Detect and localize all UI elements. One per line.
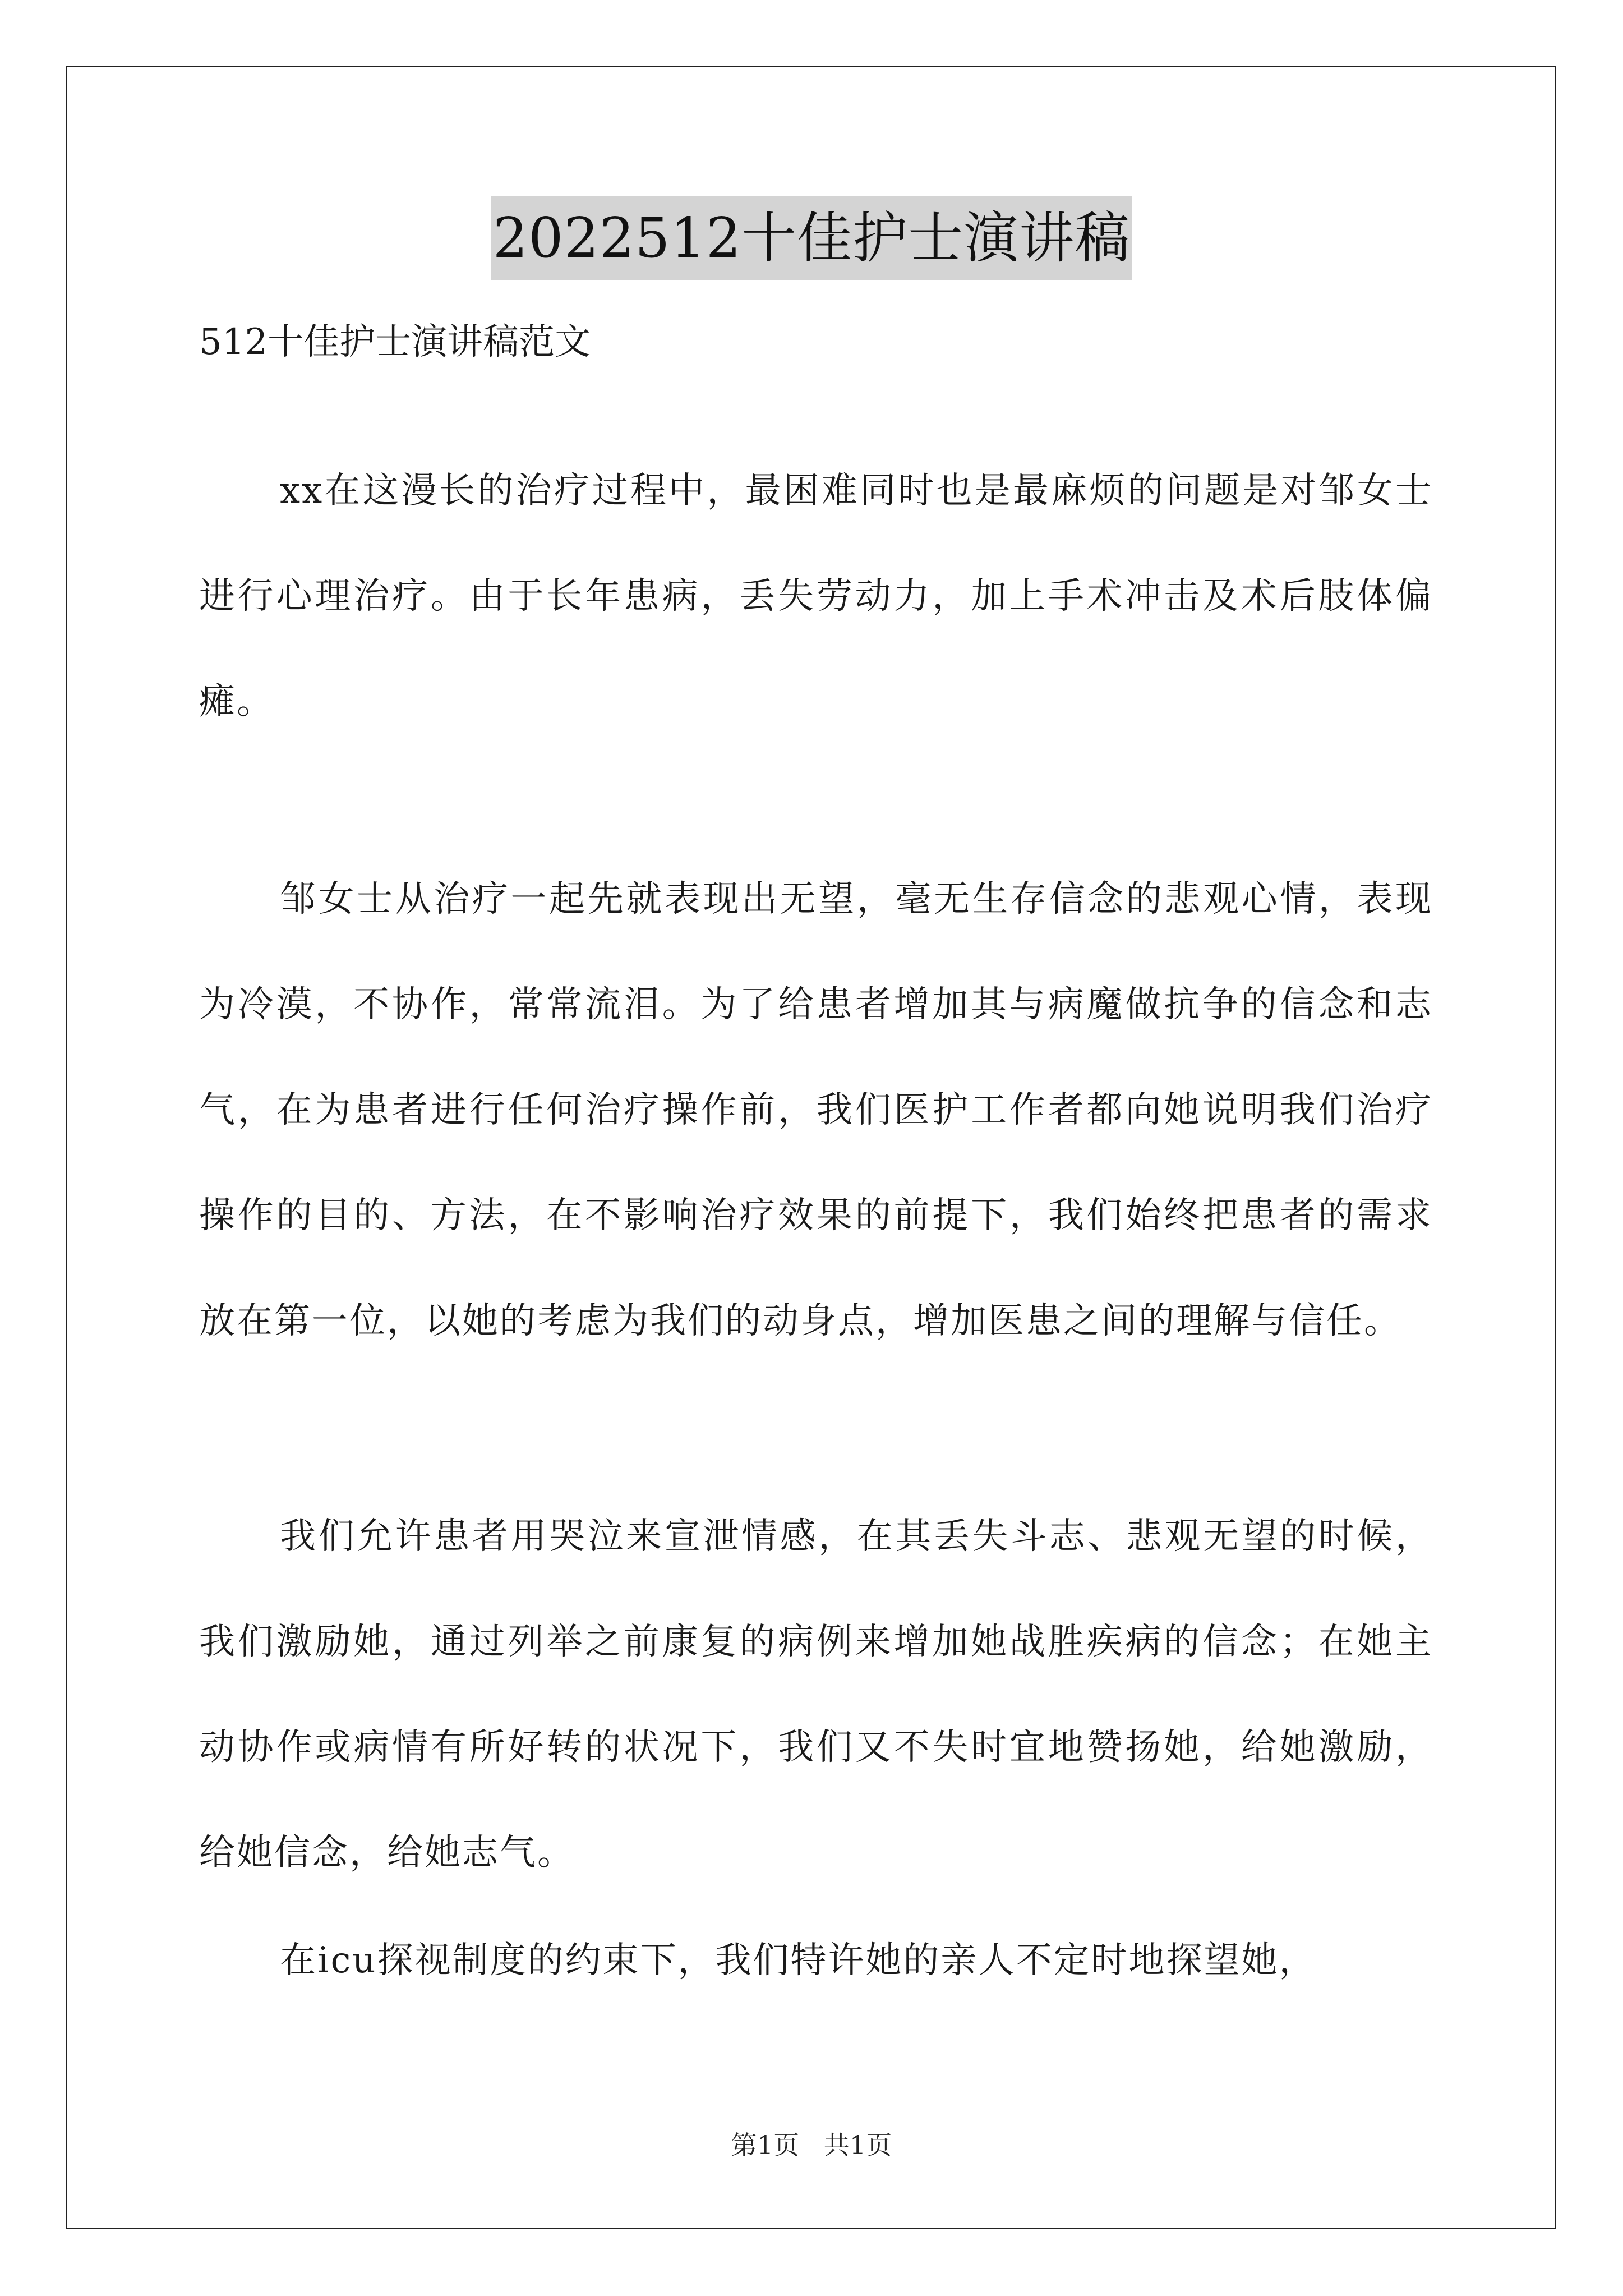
page-title: 2022512十佳护士演讲稿 bbox=[491, 196, 1132, 280]
body-paragraph-2: 邹女士从治疗一起先就表现出无望，毫无生存信念的悲观心情，表现为冷漠，不协作，常常流泪。为了给患者增加其与病魔做抗争的信念和志气，在为患者进行任何治疗操作前，我们医护工作者都向她说明我们治疗操作的目的、方法，在不影响治疗效果的前提下，我们始终把患者的需求放在第一位，以她的考虑为我们的动身点，增加医患之间的理解与信任。 bbox=[199, 878, 1433, 1342]
page-footer: 第1页 共1页 bbox=[731, 2130, 892, 2160]
body-paragraph-1: xx在这漫长的治疗过程中，最困难同时也是最麻烦的问题是对邹女士进行心理治疗。由于长年患病，丢失劳动力，加上手术冲击及术后肢体偏瘫。 bbox=[199, 470, 1433, 723]
title-container bbox=[0, 196, 1623, 280]
body-paragraph-3: 我们允许患者用哭泣来宣泄情感，在其丢失斗志、悲观无望的时候，我们激励她，通过列举之前康复的病例来增加她战胜疾病的信念；在她主动协作或病情有所好转的状况下，我们又不失时宜地赞扬她，给她激励，给她信念，给她志气。 bbox=[199, 1516, 1433, 1874]
body-paragraph-4: 在icu探视制度的约束下，我们特许她的亲人不定时地探望她， bbox=[280, 1940, 1317, 1981]
document-subtitle: 512十佳护士演讲稿范文 bbox=[199, 321, 591, 363]
